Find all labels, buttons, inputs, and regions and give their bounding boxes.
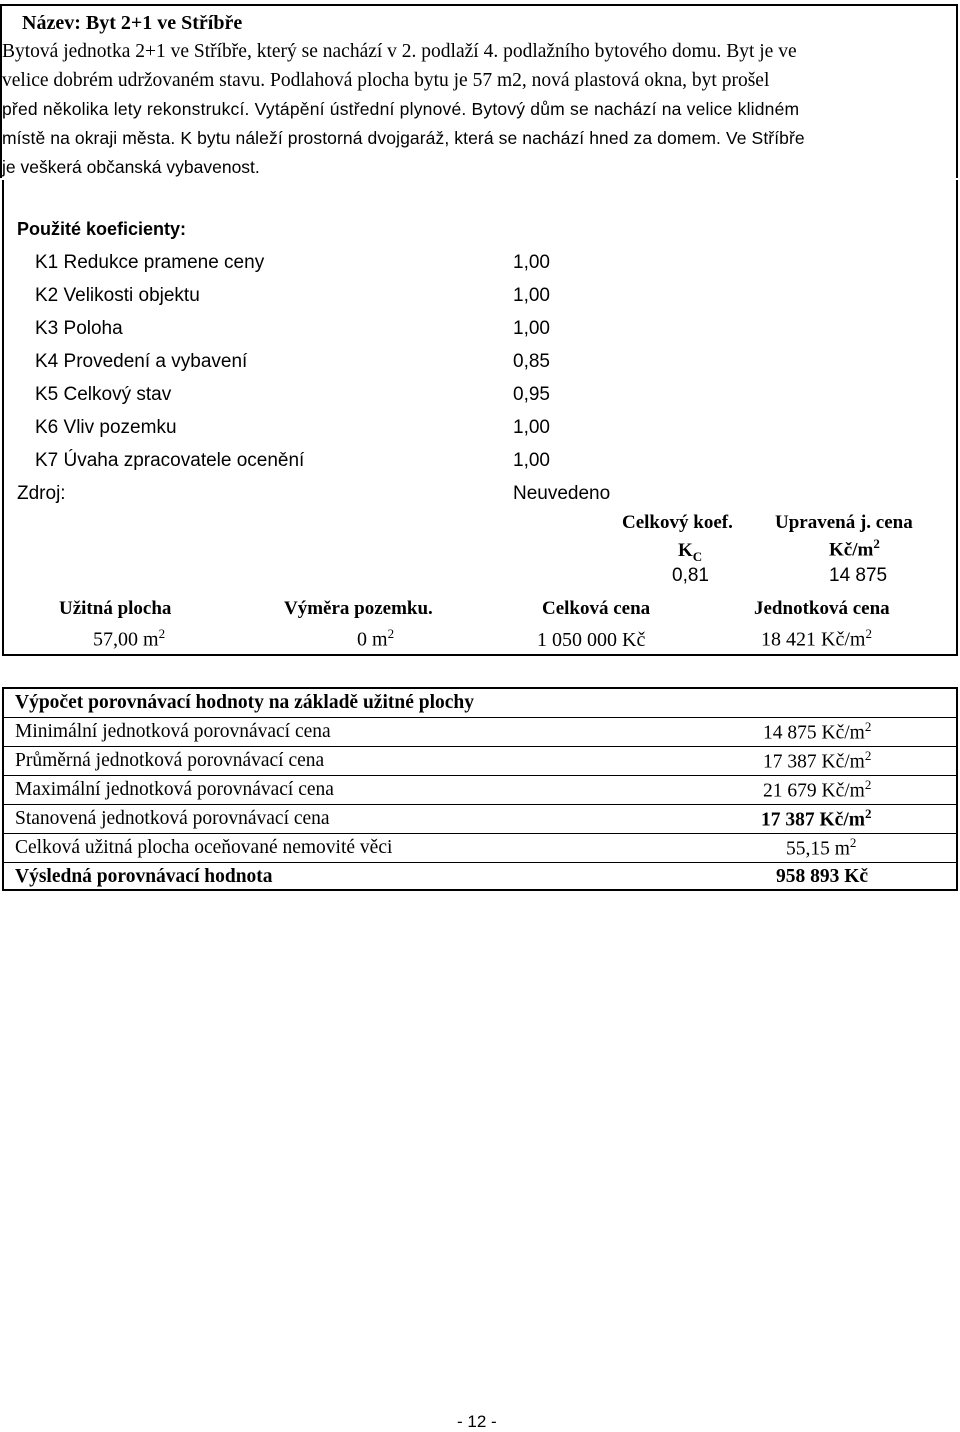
- row-divider: [4, 833, 956, 834]
- coefficient-label: K5 Celkový stav: [35, 384, 172, 405]
- calc-row-value: 17 387 $Kč/m^2$: [763, 748, 872, 773]
- calc-row-label: Průměrná jednotková porovnávací cena: [15, 750, 325, 771]
- calc-row-value: 21 679 $Kč/m^2$: [763, 777, 872, 802]
- calc-row-label: Stanovená jednotková porovnávací cena: [15, 808, 330, 829]
- unit-price-unit: $Kč/m^2$: [829, 536, 880, 561]
- total-price-value: 1 050 000 Kč: [537, 629, 646, 651]
- calculation-box: [2, 687, 958, 891]
- header-total-price: Celková cena: [542, 598, 651, 619]
- kc-symbol: $K_C$: [678, 540, 703, 564]
- adjusted-price-value: 14 875: [829, 565, 888, 586]
- row-divider: [4, 746, 956, 747]
- total-coef-value: 0,81: [672, 565, 709, 586]
- title-box: [0, 4, 958, 38]
- document-title: Název: Byt 2+1 ve Stříbře: [22, 12, 243, 34]
- description-line: velice dobrém udržovaném stavu. Podlahová plocha bytu je 57 m2, nová plastová okna, byt prošel: [2, 70, 770, 91]
- calc-row-label: Celková užitná plocha oceňované nemovité věci: [15, 837, 393, 858]
- row-divider: [4, 775, 956, 776]
- description-line: je veškerá občanská vybavenost.: [2, 157, 260, 177]
- row-divider: [4, 862, 956, 863]
- page-number: - 12 -: [457, 1412, 497, 1431]
- header-usable-area: Užitná plocha: [59, 598, 172, 619]
- coefficients-box: [2, 180, 958, 656]
- calc-row-value: 55,15 $m^2$: [786, 835, 857, 860]
- coefficient-value: 0,95: [513, 384, 550, 405]
- calc-row-value: 14 875 $Kč/m^2$: [763, 719, 872, 744]
- coefficient-label: K1 Redukce pramene ceny: [35, 252, 265, 273]
- source-label: Zdroj:: [17, 483, 66, 504]
- coefficient-value: 1,00: [513, 252, 550, 273]
- description-line: Bytová jednotka 2+1 ve Stříbře, který se nachází v 2. podlaží 4. podlažního bytového domu. Byt je ve: [2, 41, 797, 62]
- source-value: Neuvedeno: [513, 483, 611, 504]
- coefficient-label: K6 Vliv pozemku: [35, 417, 177, 438]
- calc-row-label: Minimální jednotková porovnávací cena: [15, 721, 331, 742]
- coefficient-label: K3 Poloha: [35, 318, 123, 339]
- total-coef-label: Celkový koef.: [622, 512, 733, 533]
- coefficient-label: K2 Velikosti objektu: [35, 285, 200, 306]
- header-unit-price: Jednotková cena: [754, 598, 890, 619]
- row-divider: [4, 717, 956, 718]
- calc-result-label: Výsledná porovnávací hodnota: [15, 866, 273, 887]
- coefficient-value: 0,85: [513, 351, 550, 372]
- header-land-area: Výměra pozemku.: [284, 598, 433, 619]
- unit-price-value: 18 421 $Kč/m^2$: [761, 626, 872, 651]
- calc-row-value: 17 387 $Kč/m^2$: [761, 806, 872, 831]
- coefficient-label: K4 Provedení a vybavení: [35, 351, 248, 372]
- calc-result-value: 958 893 Kč: [776, 866, 869, 887]
- row-divider: [4, 804, 956, 805]
- description-line: místě na okraji města. K bytu náleží prostorná dvojgaráž, která se nachází hned za domem. Ve Stříbře: [2, 128, 805, 148]
- coefficient-value: 1,00: [513, 285, 550, 306]
- adjusted-price-label: Upravená j. cena: [775, 512, 913, 533]
- description-line: před několika lety rekonstrukcí. Vytápění ústřední plynové. Bytový dům se nachází na velice klidném: [2, 99, 800, 119]
- coefficient-value: 1,00: [513, 417, 550, 438]
- land-area-value: 0 $m^2$: [357, 626, 395, 651]
- coefficients-heading: Použité koeficienty:: [17, 219, 187, 239]
- calc-row-label: Maximální jednotková porovnávací cena: [15, 779, 334, 800]
- coefficient-label: K7 Úvaha zpracovatele ocenění: [35, 450, 305, 471]
- coefficient-value: 1,00: [513, 450, 550, 471]
- calculation-heading: Výpočet porovnávací hodnoty na základě užitné plochy: [15, 692, 475, 713]
- coefficient-value: 1,00: [513, 318, 550, 339]
- usable-area-value: 57,00 $m^2$: [93, 626, 166, 651]
